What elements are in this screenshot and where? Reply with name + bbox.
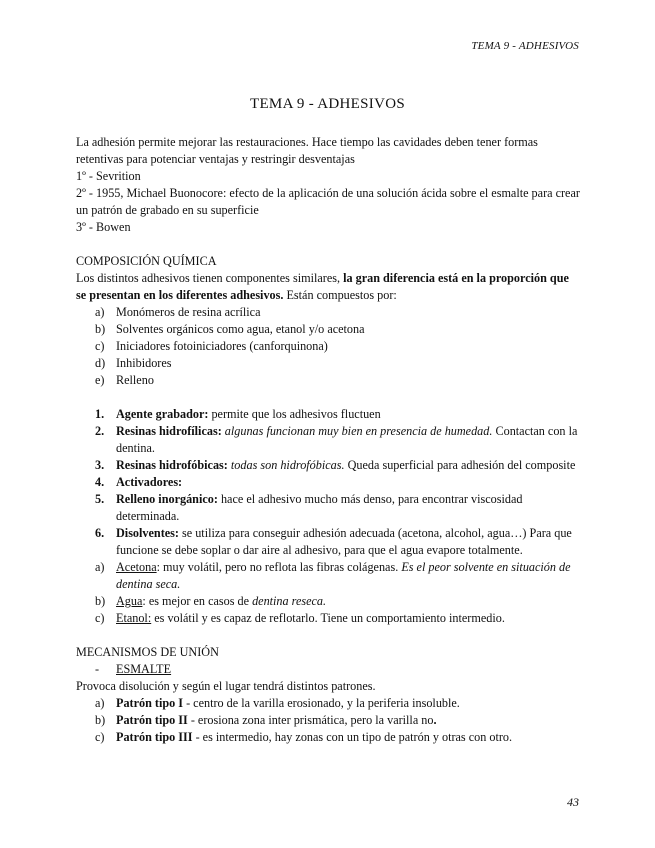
intro-paragraph: La adhesión permite mejorar las restauraciones. Hace tiempo las cavidades deben tener formas retentivas para potenciar ventajas y restringir desventajas xyxy=(76,135,538,166)
list-item: 5. Relleno inorgánico: hace el adhesivo mucho más denso, para encontrar viscosidad determinada. xyxy=(95,492,523,523)
history-item-2: 2º - 1955, Michael Buonocore: efecto de la aplicación de una solución ácida sobre el esmalte para crear un patrón de grabado en su superficie xyxy=(76,186,580,217)
history-item-1: 1º - Sevrition xyxy=(76,169,141,183)
list-item: 1. Agente grabador: permite que los adhesivos fluctuen xyxy=(95,407,381,421)
page-title: TEMA 9 - ADHESIVOS xyxy=(250,96,405,112)
list-item: c) Iniciadores fotoiniciadores (canforquinona) xyxy=(95,339,328,353)
composicion-list xyxy=(76,304,580,389)
page-number: 43 xyxy=(567,795,579,809)
componentes-list xyxy=(76,406,580,559)
list-item: 2. Resinas hidrofílicas: algunas funcionan muy bien en presencia de humedad. Contactan con la dentina. xyxy=(95,424,578,455)
section-heading-mecanismos: MECANISMOS DE UNIÓN xyxy=(76,645,219,659)
list-item: a) Patrón tipo I - centro de la varilla erosionado, y la periferia insoluble. xyxy=(95,696,460,710)
list-item: 3. Resinas hidrofóbicas: todas son hidrofóbicas. Queda superficial para adhesión del composite xyxy=(95,458,576,472)
history-item-3: 3º - Bowen xyxy=(76,220,131,234)
section-heading-composicion: COMPOSICIÓN QUÍMICA xyxy=(76,254,217,268)
list-item: c) Patrón tipo III - es intermedio, hay zonas con un tipo de patrón y otras con otro. xyxy=(95,730,513,744)
running-header: TEMA 9 - ADHESIVOS xyxy=(471,40,579,52)
subsection-esmalte: - ESMALTE xyxy=(95,662,172,676)
patrones-list xyxy=(76,695,580,746)
esmalte-paragraph: Provoca disolución y según el lugar tendrá distintos patrones. xyxy=(76,679,376,693)
list-item: b) Agua: es mejor en casos de dentina reseca. xyxy=(95,594,327,608)
list-item: a) Monómeros de resina acrílica xyxy=(95,305,261,319)
list-item: 6. Disolventes: se utiliza para conseguir adhesión adecuada (acetona, alcohol, agua…) Para que funcione se debe soplar o dar aire al adhesivo, para que el agua evapore totalmente. xyxy=(95,526,572,557)
document-body xyxy=(76,134,580,746)
solventes-list xyxy=(76,559,580,627)
list-item: 4. Activadores: xyxy=(95,475,183,489)
list-item: e) Relleno xyxy=(95,373,154,387)
composicion-paragraph: Los distintos adhesivos tienen componentes similares, la gran diferencia está en la proporción que se presentan en los diferentes adhesivos. Están compuestos por: xyxy=(76,271,569,302)
list-item: c) Etanol: es volátil y es capaz de reflotarlo. Tiene un comportamiento intermedio. xyxy=(95,611,505,625)
list-item: a) Acetona: muy volátil, pero no reflota las fibras colágenas. Es el peor solvente en situación de dentina seca. xyxy=(95,560,571,591)
list-item: d) Inhibidores xyxy=(95,356,172,370)
list-item: b) Solventes orgánicos como agua, etanol y/o acetona xyxy=(95,322,365,336)
list-item: b) Patrón tipo II - erosiona zona inter prismática, pero la varilla no. xyxy=(95,713,437,727)
